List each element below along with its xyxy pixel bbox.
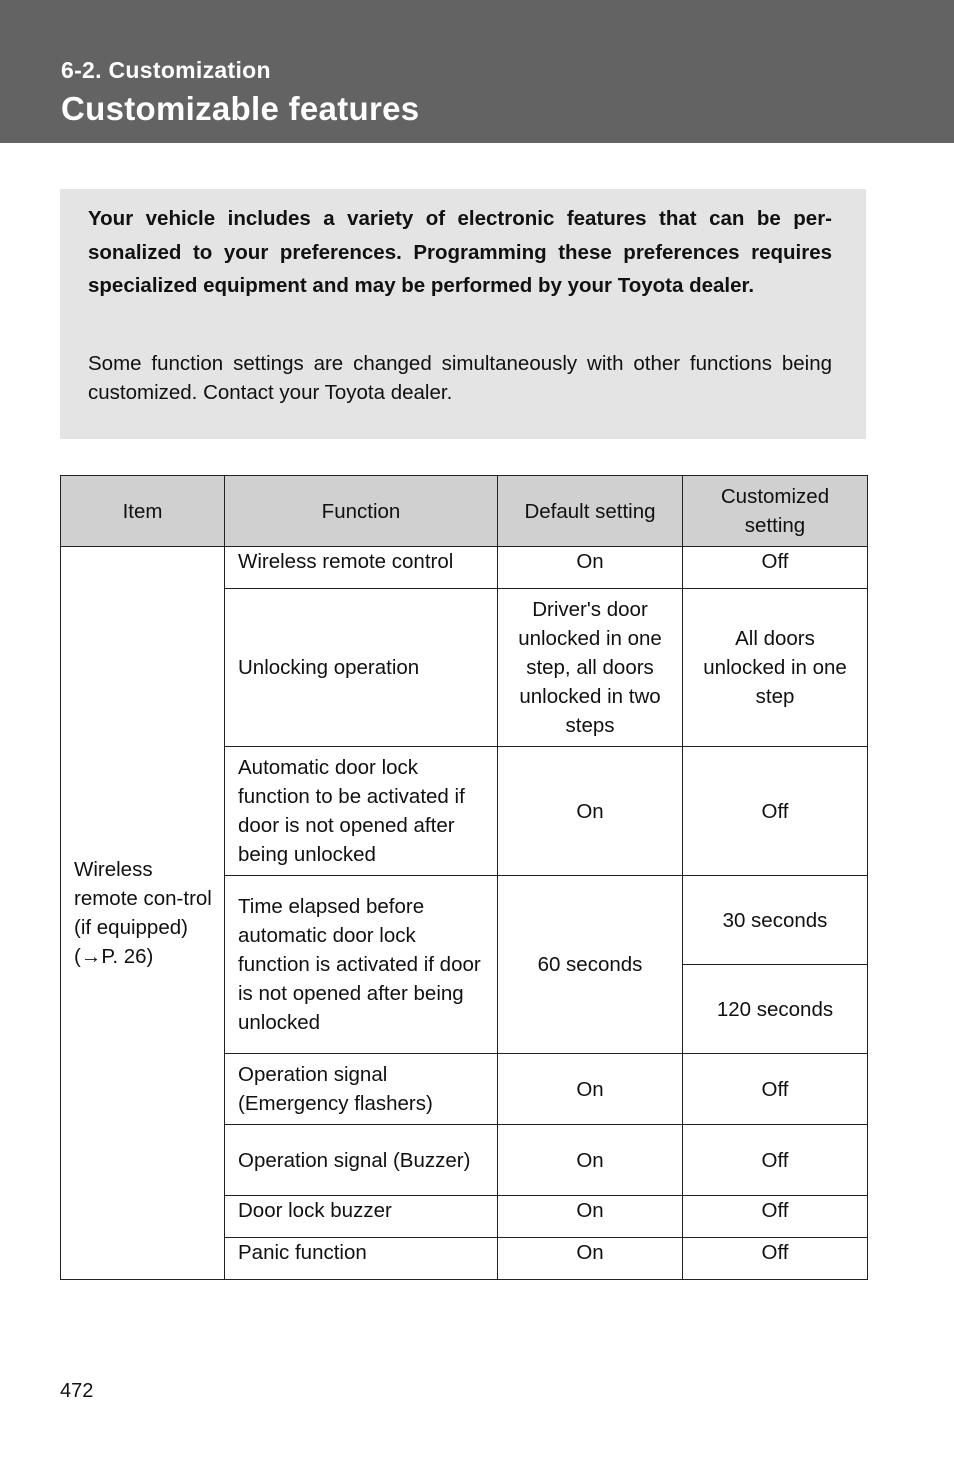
customized-cell: Off: [683, 1054, 868, 1125]
function-cell: Time elapsed before automatic door lock function is activated if door is not opened after being unlocked: [225, 876, 498, 1054]
table-header-row: [61, 476, 868, 547]
page-title: Customizable features: [61, 90, 420, 127]
default-cell: Driver's door unlocked in one step, all doors unlocked in two steps: [498, 589, 683, 747]
section-label: 6-2. Customization: [61, 57, 271, 83]
default-cell: On: [498, 1196, 683, 1238]
features-table: [60, 475, 868, 1280]
customized-cell: 30 seconds: [683, 876, 868, 965]
function-cell: Operation signal (Emergency flashers): [225, 1054, 498, 1125]
function-cell: Automatic door lock function to be activated if door is not opened after being unlocked: [225, 747, 498, 876]
customized-cell: Off: [683, 547, 868, 589]
customized-cell: All doors unlocked in one step: [683, 589, 868, 747]
intro-normal-text: Some function settings are changed simultaneously with other functions being customized. Contact your Toyota dealer.: [88, 352, 832, 404]
default-cell: On: [498, 747, 683, 876]
intro-box: [60, 189, 866, 439]
customized-cell: 120 seconds: [683, 965, 868, 1054]
customized-cell: Off: [683, 1125, 868, 1196]
customized-cell: Off: [683, 1196, 868, 1238]
header-function: Function: [225, 476, 498, 547]
customized-cell: Off: [683, 1238, 868, 1280]
header-customized: Customized setting: [683, 476, 868, 547]
page-number: 472: [60, 1380, 94, 1402]
item-cell: Wireless remote con-trol (if equipped) (→P. 26): [61, 547, 225, 1280]
table-row: [61, 547, 868, 589]
customized-cell: Off: [683, 747, 868, 876]
default-cell: On: [498, 1238, 683, 1280]
default-cell: 60 seconds: [498, 876, 683, 1054]
function-cell: Panic function: [225, 1238, 498, 1280]
header-default: Default setting: [498, 476, 683, 547]
function-cell: Unlocking operation: [225, 589, 498, 747]
function-cell: Operation signal (Buzzer): [225, 1125, 498, 1196]
default-cell: On: [498, 1125, 683, 1196]
intro-bold-text: Your vehicle includes a variety of electronic features that can be per-sonalized to your preferences. Programming these preferences requires specialized equipment and may be performed by your Toyota dealer.: [88, 207, 832, 298]
header-item: Item: [61, 476, 225, 547]
function-cell: Door lock buzzer: [225, 1196, 498, 1238]
default-cell: On: [498, 1054, 683, 1125]
function-cell: Wireless remote control: [225, 547, 498, 589]
header-band: [0, 0, 954, 143]
default-cell: On: [498, 547, 683, 589]
